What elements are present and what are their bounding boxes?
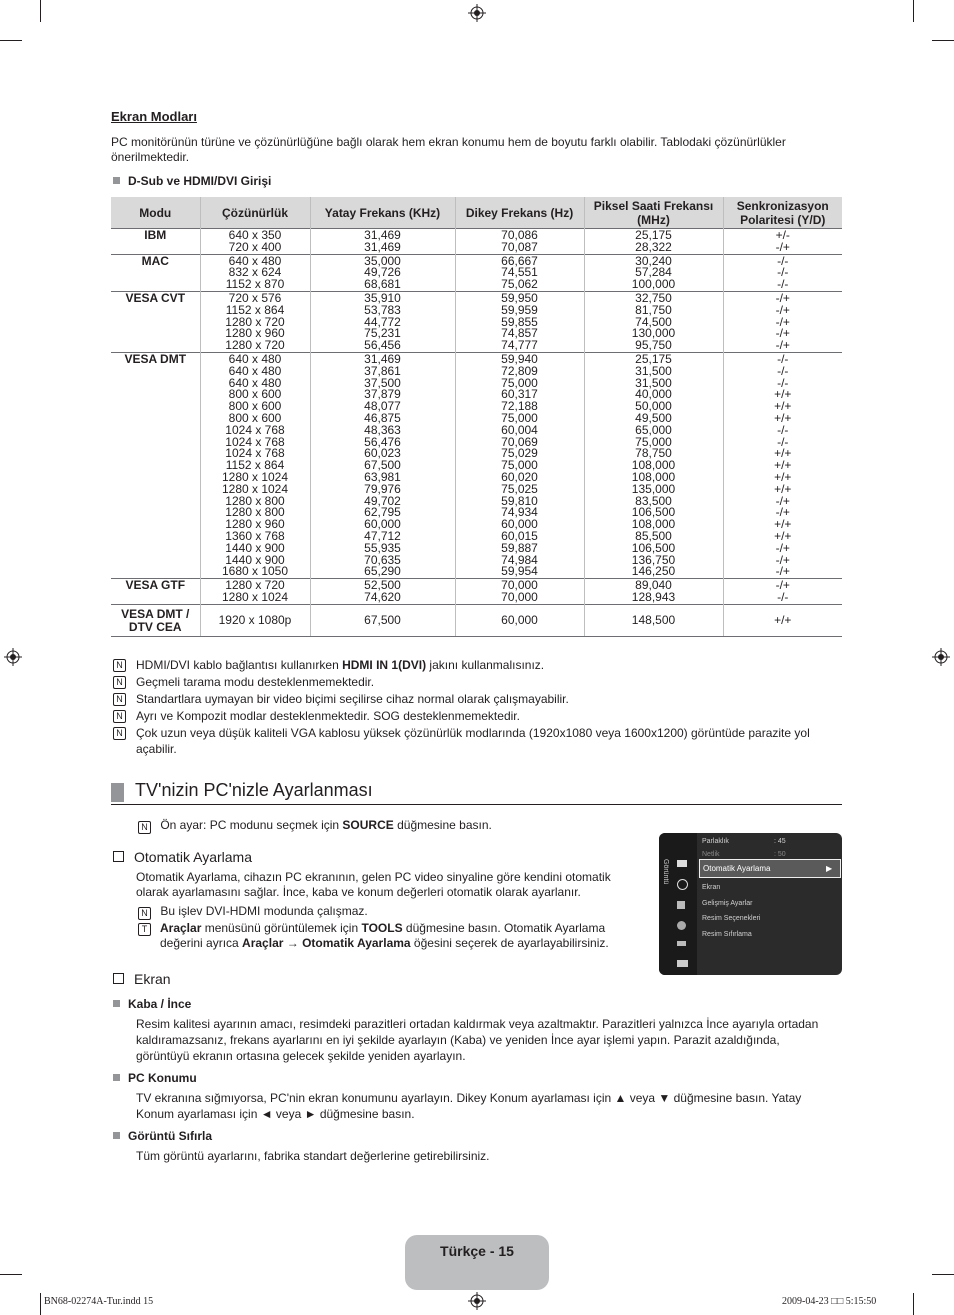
crop-mark: [913, 0, 914, 22]
auto-adjust-note: N Bu işlev DVI-HDMI modunda çalışmaz.: [138, 903, 368, 920]
display-modes-table: [111, 197, 842, 637]
table-header-row: [111, 197, 842, 229]
section-bar: [111, 783, 124, 802]
ekran-item-title: Kaba / İnce: [128, 997, 192, 1011]
col-header-polarity: Senkronizasyon Polaritesi (Y/D): [723, 197, 842, 229]
tv-menu-item[interactable]: [699, 882, 839, 894]
resolution-cell: 1920 x 1080p: [200, 604, 310, 636]
bullet-square-icon: [113, 177, 120, 184]
vfreq-cell: 59,940 72,809 75,000 60,317 72,188 75,000 60,004 70,069 75,029 75,000 60,020 75,025 59,810 74,934 60,000 60,015 59,887 74,984 59,954: [455, 352, 584, 578]
page-number: Türkçe - 15: [440, 1243, 514, 1259]
col-header-resolution: Çözünürlük: [200, 197, 310, 229]
note-text: HDMI/DVI kablo bağlantısı kullanırken: [136, 658, 343, 672]
col-header-mode: Modu: [111, 197, 200, 229]
tv-menu-item-label: Netlik: [702, 851, 720, 858]
note-icon: N: [138, 821, 151, 834]
note-icon: N: [113, 710, 126, 723]
note-item: [113, 708, 833, 724]
table-row: [111, 352, 842, 578]
bullet-square-icon: [113, 1074, 120, 1081]
mode-cell: VESA CVT: [111, 291, 200, 352]
pixel-clock-cell: 25,175 28,322: [584, 229, 723, 255]
table-row: [111, 229, 842, 255]
tv-menu-item[interactable]: [699, 898, 839, 910]
ekran-heading: Ekran: [113, 971, 171, 987]
picture-icon: [677, 860, 687, 867]
note-text: HDMI IN 1(DVI): [342, 658, 427, 672]
auto-adjust-heading: Otomatik Ayarlama: [113, 849, 252, 865]
tv-menu-item[interactable]: [699, 913, 839, 925]
note-text: Çok uzun veya düşük kaliteli VGA kablosu yüksek çözünürlük modlarında (1920x1080 veya 1600x1200) görüntüde parazite yol açabilir.: [136, 726, 810, 756]
ekran-item-body: Tüm görüntü ayarlarını, fabrika standart değerlerine getirebilirsiniz.: [136, 1149, 490, 1163]
vfreq-cell: 66,667 74,551 75,062: [455, 254, 584, 291]
pixel-clock-cell: 30,240 57,284 100,000: [584, 254, 723, 291]
ekran-item-title: PC Konumu: [128, 1071, 197, 1085]
tv-menu-item-value: ▶: [826, 864, 833, 873]
checkbox-square-icon: [113, 851, 124, 862]
tv-menu-item[interactable]: [699, 836, 839, 848]
crop-mark: [932, 1274, 954, 1275]
polarity-cell: -/- -/- -/-: [723, 254, 842, 291]
note-text: Geçmeli tarama modu desteklenmemektedir.: [136, 675, 375, 689]
pixel-clock-cell: 89,040 128,943: [584, 579, 723, 605]
crop-mark: [40, 0, 41, 22]
note-item: [113, 657, 833, 673]
hfreq-cell: 31,469 37,861 37,500 37,879 48,077 46,875 48,363 56,476 60,023 67,500 63,981 79,976 49,702 62,795 60,000 47,712 55,935 70,635 65,290: [310, 352, 455, 578]
ekran-item-body: Resim kalitesi ayarının amacı, resimdeki parazitleri ortadan kaldırmak veya azaltmaktır. Parazitleri yalnızca İnce ayarıyla ortadan kaldıramazsanız, frekans ayarlarını en iyi şekilde ayarlayın (Kaba) ve yeniden İnce ayar işlemi yapın. Parazit azaldığında, görüntüyü ekranın ortasına gelecek şekilde yeniden ayarlayın.: [136, 1017, 819, 1063]
registration-mark-icon: [932, 648, 950, 666]
tv-menu-item-value: : 50: [774, 851, 786, 858]
slug-timestamp: 2009-04-23 □□ 5:15:50: [782, 1296, 877, 1307]
note-text: Standartlara uymayan bir video biçimi seçilirse cihaz normal olarak çalışmayabilir.: [136, 692, 569, 706]
crop-mark: [0, 40, 22, 41]
crop-mark: [0, 1274, 22, 1275]
registration-mark-icon: [468, 4, 486, 22]
ekran-item-heading: [113, 1071, 833, 1085]
polarity-cell: -/- -/- -/- +/+ +/+ +/+ -/- -/- +/+ +/+ +/+ +/+ -/+ -/+ +/+ +/+ -/+ -/+ -/+: [723, 352, 842, 578]
note-item: [113, 674, 833, 690]
ekran-item-body: TV ekranına sığmıyorsa, PC'nin ekran konumunu ayarlayın. Dikey Konum ayarlaması için ▲ veya ▼ düğmesine basın. Yatay Konum ayarlaması için ◄ veya ► düğmesine basın.: [136, 1091, 802, 1121]
mode-cell: VESA GTF: [111, 579, 200, 605]
section-divider: [111, 804, 842, 805]
pixel-clock-cell: 148,500: [584, 604, 723, 636]
resolution-cell: 720 x 576 1152 x 864 1280 x 720 1280 x 960 1280 x 720: [200, 291, 310, 352]
table-row: [111, 604, 842, 636]
pixel-clock-cell: 25,175 31,500 31,500 40,000 50,000 49,500 65,000 75,000 78,750 108,000 108,000 135,000 83,500 106,500 108,000 85,500 106,500 136,750 146,250: [584, 352, 723, 578]
tv-menu-item-label: Resim Seçenekleri: [702, 915, 761, 922]
mode-cell: VESA DMT: [111, 352, 200, 578]
table-row: [111, 291, 842, 352]
auto-adjust-body: Otomatik Ayarlama, cihazın PC ekranının, gelen PC video sinyaline göre kendini otomatik olarak ayarlamasını sağlar. İnce, kaba ve konum değerleri otomatik olarak ayarlanır.: [136, 870, 611, 899]
note-text: Ayrı ve Kompozit modlar desteklenmektedir. SOG desteklenmemektedir.: [136, 709, 520, 723]
tv-menu-item[interactable]: [699, 929, 839, 941]
bullet-square-icon: [113, 1000, 120, 1007]
tv-menu-item-selected[interactable]: [699, 859, 841, 878]
ekran-item-title: Görüntü Sıfırla: [128, 1129, 212, 1143]
ekran-item-heading: [113, 1129, 833, 1143]
table-row: [111, 254, 842, 291]
resolution-cell: 640 x 480 832 x 624 1152 x 870: [200, 254, 310, 291]
note-icon: N: [138, 907, 151, 920]
pixel-clock-cell: 32,750 81,750 74,500 130,000 95,750: [584, 291, 723, 352]
input-icon: [677, 941, 686, 946]
section-heading: Ekran Modları: [111, 109, 197, 124]
channel-icon: [677, 901, 685, 909]
col-header-hfreq: Yatay Frekans (KHz): [310, 197, 455, 229]
resolution-cell: 1280 x 720 1280 x 1024: [200, 579, 310, 605]
crop-mark: [913, 1293, 914, 1315]
notes-list: [113, 657, 833, 758]
note-icon: N: [113, 659, 126, 672]
hfreq-cell: 35,910 53,783 44,772 75,231 56,456: [310, 291, 455, 352]
support-icon: [677, 960, 688, 967]
tv-menu-side-label: Görüntü: [662, 859, 669, 885]
intro-paragraph: PC monitörünün türüne ve çözünürlüğüne bağlı olarak hem ekran konumu hem de boyutu farklı olabilir. Tablodaki çözünürlükler önerilmektedir.: [111, 135, 786, 164]
col-header-pixel-clock: Piksel Saati Frekansı (MHz): [584, 197, 723, 229]
note-item: [113, 725, 833, 757]
note-item: [113, 691, 833, 707]
tv-menu-item-label: Ekran: [702, 884, 721, 891]
slug-filename: BN68-02274A-Tur.indd 15: [44, 1296, 154, 1307]
tools-icon: T: [138, 923, 151, 936]
mode-cell: MAC: [111, 254, 200, 291]
crop-mark: [932, 40, 954, 41]
mode-cell: VESA DMT / DTV CEA: [111, 604, 200, 636]
bullet-square-icon: [113, 1132, 120, 1139]
vfreq-cell: 70,000 70,000: [455, 579, 584, 605]
note-icon: N: [113, 693, 126, 706]
resolution-cell: 640 x 350 720 x 400: [200, 229, 310, 255]
registration-mark-icon: [468, 1292, 486, 1310]
checkbox-square-icon: [113, 973, 124, 984]
hfreq-cell: 35,000 49,726 68,681: [310, 254, 455, 291]
col-header-vfreq: Dikey Frekans (Hz): [455, 197, 584, 229]
sound-icon: [677, 879, 688, 890]
note-icon: N: [113, 676, 126, 689]
vfreq-cell: 60,000: [455, 604, 584, 636]
hfreq-cell: 31,469 31,469: [310, 229, 455, 255]
hfreq-cell: 67,500: [310, 604, 455, 636]
note-icon: N: [113, 727, 126, 740]
crop-mark: [40, 1293, 41, 1315]
polarity-cell: -/+ -/-: [723, 579, 842, 605]
polarity-cell: +/- -/+: [723, 229, 842, 255]
tv-menu-item-value: : 45: [774, 838, 786, 845]
polarity-cell: +/+: [723, 604, 842, 636]
tv-menu-icons: [677, 860, 691, 967]
vfreq-cell: 70,086 70,087: [455, 229, 584, 255]
tv-menu-item-label: Parlaklık: [702, 838, 729, 845]
ekran-item-heading: [113, 997, 833, 1011]
hfreq-cell: 52,500 74,620: [310, 579, 455, 605]
ekran-items: [113, 997, 833, 1171]
resolution-cell: 640 x 480 640 x 480 640 x 480 800 x 600 800 x 600 800 x 600 1024 x 768 1024 x 768 1024 x 768 1152 x 864 1280 x 1024 1280 x 1024 1280 x 800 1280 x 800 1280 x 960 1360 x 768 1440 x 900 1440 x 900 1680 x 1050: [200, 352, 310, 578]
tv-menu-item-label: Gelişmiş Ayarlar: [702, 900, 753, 907]
polarity-cell: -/+ -/+ -/+ -/+ -/+: [723, 291, 842, 352]
tools-note: T Araçlar menüsünü görüntülemek için TOOLS düğmesine basın. Otomatik Ayarlama değerini ayrıca Araçlar → Otomatik Ayarlama öğesini seçerek de ayarlayabilirsiniz.: [138, 921, 628, 951]
vfreq-cell: 59,950 59,959 59,855 74,857 74,777: [455, 291, 584, 352]
mode-cell: IBM: [111, 229, 200, 255]
setup-icon: [677, 921, 686, 930]
tv-menu-item-label: Otomatik Ayarlama: [703, 864, 771, 873]
note-text: jakını kullanmalısınız.: [426, 658, 545, 672]
registration-mark-icon: [4, 648, 22, 666]
preset-note: N Ön ayar: PC modunu seçmek için SOURCE düğmesine basın.: [138, 817, 492, 834]
input-label: D-Sub ve HDMI/DVI Girişi: [113, 174, 271, 189]
tv-menu-item-label: Resim Sıfırlama: [702, 931, 752, 938]
table-row: [111, 579, 842, 605]
section-title: TV'nizin PC'nizle Ayarlanması: [135, 780, 373, 800]
